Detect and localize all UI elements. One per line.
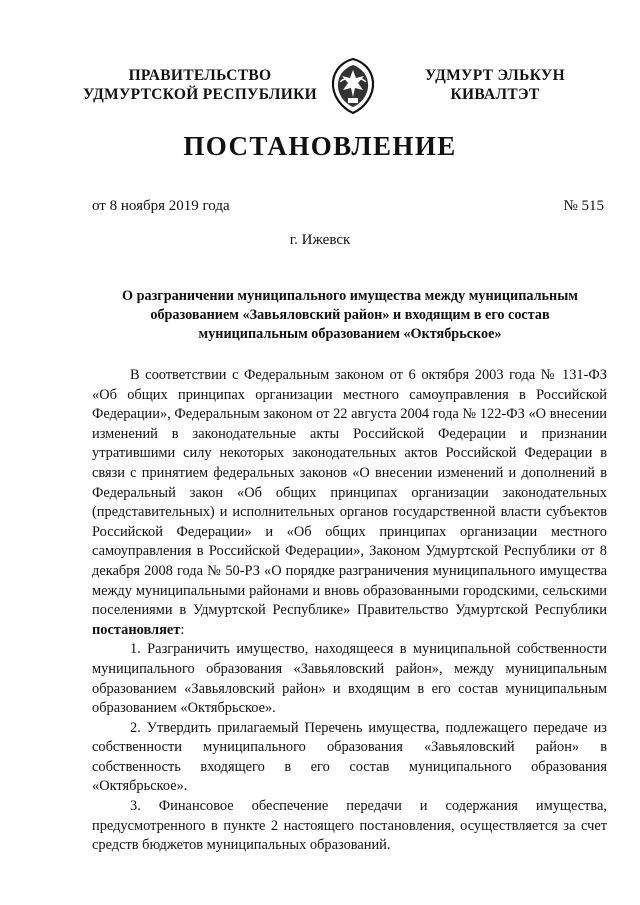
resolve-word: постановляет [92, 621, 181, 638]
header-right-line1: УДМУРТ ЭЛЬКУН [425, 67, 565, 84]
document-body [92, 366, 607, 856]
paragraph-item-2: 2. Утвердить прилагаемый Перечень имущества, подлежащего передаче из собственности муниципального образования «Завьяловский район» в собственность входящего в его состав муниципального образования «Октябрьское». [92, 719, 607, 795]
header-right [420, 66, 570, 104]
title-line1: О разграничении муниципального имущества между муниципальным [122, 288, 578, 304]
header-left-line2: УДМУРТСКОЙ РЕСПУБЛИКИ [82, 86, 317, 103]
document-number: № 515 [563, 198, 604, 214]
paragraph-item-1: 1. Разграничить имущество, находящееся в муниципальной собственности муниципального образования «Завьяловский район», между муниципальным образованием «Завьяловский район» и входящим в его состав муниципальным образованием «Октябрьское». [92, 641, 607, 717]
preamble-text: В соответствии с Федеральным законом от 6 октября 2003 года № 131-ФЗ «Об общих принципах организации местного самоуправления в Российской Федерации», Федеральным законом от 22 августа 2004 года № 122-ФЗ «О внесении изменений в законодательные акты Российской Федерации и признании утратившими силу некоторых законодательных актов Российской Федерации в связи с принятием федеральных законов «О внесении изменений и дополнений в Федеральный закон «Об общих принципах организации законодательных (представительных) и исполнительных органов государственной власти субъектов Российской Федерации» и «Об общих принципах организации местного самоуправления в Российской Федерации», Законом Удмуртской Республики от 8 декабря 2008 года № 50-РЗ «О порядке разграничения муниципального имущества между муниципальными районами и вновь образованными городскими, сельскими поселениями в Удмуртской Республике» Правительство Удмуртской Республики [92, 367, 607, 619]
paragraph-preamble [92, 366, 607, 640]
title-line3: муниципальным образованием «Октябрьское» [198, 326, 502, 342]
document-type: ПОСТАНОВЛЕНИЕ [183, 131, 457, 161]
document-date: от 8 ноября 2019 года [92, 198, 230, 214]
header-left-line1: ПРАВИТЕЛЬСТВО [128, 67, 272, 84]
header-left [82, 66, 318, 104]
document-title [92, 287, 608, 344]
header-right-line2: КИВАЛТЭТ [450, 86, 540, 103]
preamble-end: : [180, 621, 185, 638]
paragraph-item-3: 3. Финансовое обеспечение передачи и содержания имущества, предусмотренного в пункте 2 настоящего постановления, осуществляется за счет средств бюджетов муниципальных образований. [92, 798, 607, 854]
document-city: г. Ижевск [289, 232, 351, 248]
coat-of-arms-icon [326, 56, 380, 116]
title-line2: образованием «Завьяловский район» и входящим в его состав [150, 307, 550, 323]
